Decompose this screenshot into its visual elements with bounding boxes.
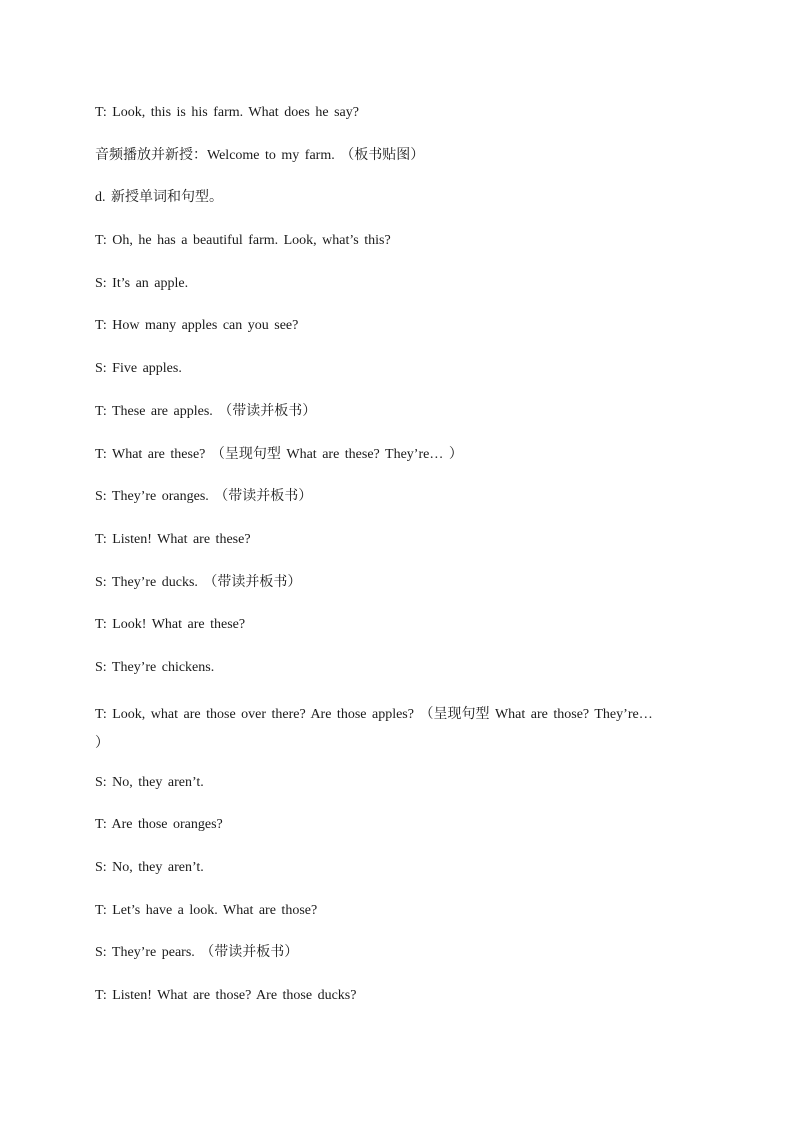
dialogue-line: S: No, they aren’t. xyxy=(95,774,204,790)
dialogue-line: T: Listen! What are these? xyxy=(95,531,251,547)
dialogue-line: T: How many apples can you see? xyxy=(95,318,299,334)
dialogue-line: T: Look, this is his farm. What does he say? xyxy=(95,105,359,120)
dialogue-line: T: Oh, he has a beautiful farm. Look, what’s this? xyxy=(95,233,391,249)
dialogue-line: T: Let’s have a look. What are those? xyxy=(95,902,318,918)
dialogue-line: S: Five apples. xyxy=(95,361,182,377)
dialogue-line: T: These are apples. （带读并板书） xyxy=(95,403,317,419)
dialogue-line: T: Look! What are these? xyxy=(95,617,246,633)
dialogue-line: S: No, they aren’t. xyxy=(95,860,204,875)
dialogue-line: 音频播放并新授：Welcome to my farm. （板书贴图） xyxy=(95,147,425,163)
dialogue-line: T: What are these? （呈现句型 What are these? They’re… ） xyxy=(95,446,463,462)
dialogue-line: S: They’re pears. （带读并板书） xyxy=(95,945,299,961)
dialogue-line: S: It’s an apple. xyxy=(95,275,189,291)
dialogue-line: S: They’re ducks. （带读并板书） xyxy=(95,574,302,590)
lesson-dialogue xyxy=(95,102,655,1028)
section-heading: d. 新授单词和句型。 xyxy=(95,190,223,206)
dialogue-line: S: They’re oranges. （带读并板书） xyxy=(95,489,313,505)
dialogue-line: T: Listen! What are those? Are those ducks? xyxy=(95,988,357,1004)
dialogue-line: T: Look, what are those over there? Are those apples? （呈现句型 What are those? They’re… ） xyxy=(95,706,653,751)
dialogue-line: S: They’re chickens. xyxy=(95,659,215,675)
dialogue-line: T: Are those oranges? xyxy=(95,817,223,833)
